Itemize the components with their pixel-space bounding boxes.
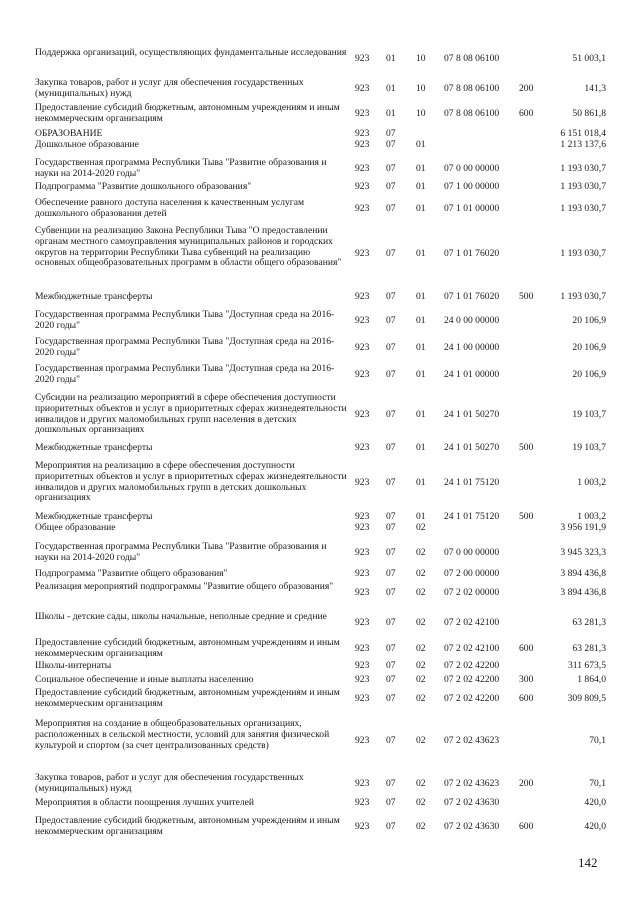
row-description: Субвенции на реализацию Закона Республики Тыва "О предоставлении органам местного самоуправления муниципальных районов и городских округов на территории Республики Тыва субвенций на реализацию основных общеобразовательных программ в области общего образования" xyxy=(35,225,342,269)
cell-cs: 24 1 01 75120 xyxy=(444,477,500,488)
cell-rz: 07 xyxy=(386,511,396,522)
cell-adm: 923 xyxy=(355,409,370,420)
row-description: ОБРАЗОВАНИЕ xyxy=(35,128,103,139)
row-description: Общее образование xyxy=(35,522,116,533)
row-description: Мероприятия в области поощрения лучших учителей xyxy=(35,797,255,808)
cell-sum: 311 673,5 xyxy=(567,660,606,671)
row-description: Предоставление субсидий бюджетным, автономным учреждениям и иным некоммерческим организациям xyxy=(35,687,340,709)
cell-sum: 420,0 xyxy=(584,821,606,832)
cell-adm: 923 xyxy=(355,477,370,488)
row-description: Поддержка организаций, осуществляющих фундаментальные исследования xyxy=(35,47,347,58)
cell-pr: 01 xyxy=(416,477,426,488)
cell-pr: 01 xyxy=(416,139,426,150)
row-description: Государственная программа Республики Тыва "Развитие образования и науки на 2014-2020 годы" xyxy=(35,157,327,179)
cell-sum: 420,0 xyxy=(584,797,606,808)
cell-cs: 07 2 02 42100 xyxy=(444,643,500,654)
cell-vr: 500 xyxy=(519,442,534,453)
cell-rz: 07 xyxy=(386,821,396,832)
cell-rz: 07 xyxy=(386,342,396,353)
cell-cs: 07 2 00 00000 xyxy=(444,568,500,579)
cell-sum: 20 106,9 xyxy=(572,315,606,326)
cell-rz: 07 xyxy=(386,643,396,654)
cell-vr: 200 xyxy=(519,83,534,94)
row-description: Мероприятия на реализацию в сфере обеспечения доступности приоритетных объектов и услуг в приоритетных сферах жизнедеятельности инвалидов и других маломобильных групп в детских дошкольных организациях xyxy=(35,460,347,504)
cell-pr: 01 xyxy=(416,442,426,453)
cell-rz: 07 xyxy=(386,587,396,598)
cell-adm: 923 xyxy=(355,203,370,214)
cell-pr: 01 xyxy=(416,409,426,420)
row-description: Предоставление субсидий бюджетным, автономным учреждениям и иным некоммерческим организациям xyxy=(35,102,340,124)
cell-sum: 1 003,2 xyxy=(577,477,606,488)
cell-cs: 24 0 00 00000 xyxy=(444,315,500,326)
cell-sum: 1 213 137,6 xyxy=(560,139,606,150)
cell-pr: 02 xyxy=(416,643,426,654)
cell-sum: 70,1 xyxy=(589,778,606,789)
cell-adm: 923 xyxy=(355,522,370,533)
cell-sum: 1 003,2 xyxy=(577,511,606,522)
cell-rz: 07 xyxy=(386,617,396,628)
cell-rz: 07 xyxy=(386,181,396,192)
cell-vr: 600 xyxy=(519,643,534,654)
cell-sum: 19 103,7 xyxy=(572,442,606,453)
cell-pr: 01 xyxy=(416,248,426,259)
cell-sum: 1 193 030,7 xyxy=(560,291,606,302)
cell-sum: 309 809,5 xyxy=(567,693,606,704)
row-description: Закупка товаров, работ и услуг для обеспечения государственных (муниципальных) нужд xyxy=(35,77,304,99)
cell-adm: 923 xyxy=(355,693,370,704)
cell-rz: 07 xyxy=(386,568,396,579)
cell-cs: 24 1 00 00000 xyxy=(444,342,500,353)
cell-sum: 1 193 030,7 xyxy=(560,203,606,214)
cell-adm: 923 xyxy=(355,248,370,259)
cell-pr: 01 xyxy=(416,203,426,214)
cell-rz: 07 xyxy=(386,797,396,808)
cell-adm: 923 xyxy=(355,587,370,598)
row-description: Предоставление субсидий бюджетным, автономным учреждениям и иным некоммерческим организациям xyxy=(35,637,340,659)
cell-pr: 02 xyxy=(416,693,426,704)
cell-rz: 07 xyxy=(386,477,396,488)
cell-rz: 07 xyxy=(386,248,396,259)
row-description: Межбюджетные трансферты xyxy=(35,291,153,302)
cell-adm: 923 xyxy=(355,674,370,685)
cell-sum: 51 003,1 xyxy=(572,53,606,64)
cell-sum: 70,1 xyxy=(589,735,606,746)
cell-sum: 3 894 436,8 xyxy=(560,568,606,579)
cell-cs: 07 2 02 43623 xyxy=(444,778,500,789)
cell-rz: 07 xyxy=(386,409,396,420)
row-description: Обеспечение равного доступа населения к качественным услугам дошкольного образования детей xyxy=(35,197,305,219)
cell-adm: 923 xyxy=(355,128,370,139)
cell-pr: 01 xyxy=(416,315,426,326)
cell-sum: 141,3 xyxy=(584,83,606,94)
cell-sum: 3 894 436,8 xyxy=(560,587,606,598)
cell-pr: 01 xyxy=(416,369,426,380)
cell-adm: 923 xyxy=(355,163,370,174)
cell-sum: 1 864,0 xyxy=(577,674,606,685)
cell-adm: 923 xyxy=(355,108,370,119)
cell-sum: 1 193 030,7 xyxy=(560,181,606,192)
cell-pr: 01 xyxy=(416,163,426,174)
cell-adm: 923 xyxy=(355,315,370,326)
cell-cs: 07 2 02 42200 xyxy=(444,660,500,671)
cell-pr: 01 xyxy=(416,511,426,522)
cell-sum: 1 193 030,7 xyxy=(560,163,606,174)
row-description: Социальное обеспечение и иные выплаты населению xyxy=(35,674,254,685)
cell-cs: 07 2 02 00000 xyxy=(444,587,500,598)
cell-sum: 1 193 030,7 xyxy=(560,248,606,259)
cell-adm: 923 xyxy=(355,181,370,192)
cell-adm: 923 xyxy=(355,53,370,64)
cell-cs: 07 1 01 76020 xyxy=(444,291,500,302)
cell-rz: 07 xyxy=(386,522,396,533)
row-description: Межбюджетные трансферты xyxy=(35,442,153,453)
row-description: Предоставление субсидий бюджетным, автономным учреждениям и иным некоммерческим организациям xyxy=(35,815,340,837)
row-description: Субсидии на реализацию мероприятий в сфере обеспечения доступности приоритетных объектов и услуг в приоритетных сферах жизнедеятельности инвалидов и других маломобильных групп населения в детских дошкольных организациях xyxy=(35,392,347,436)
row-description: Подпрограмма "Развитие общего образования" xyxy=(35,568,228,579)
cell-adm: 923 xyxy=(355,547,370,558)
cell-rz: 07 xyxy=(386,163,396,174)
cell-rz: 07 xyxy=(386,660,396,671)
cell-rz: 07 xyxy=(386,735,396,746)
cell-pr: 02 xyxy=(416,547,426,558)
cell-vr: 300 xyxy=(519,674,534,685)
cell-adm: 923 xyxy=(355,617,370,628)
page-number: 142 xyxy=(578,855,598,870)
cell-vr: 600 xyxy=(519,693,534,704)
row-description: Государственная программа Республики Тыва "Доступная среда на 2016-2020 годы" xyxy=(35,309,335,331)
row-description: Межбюджетные трансферты xyxy=(35,511,153,522)
cell-cs: 24 1 01 75120 xyxy=(444,511,500,522)
cell-adm: 923 xyxy=(355,291,370,302)
cell-rz: 01 xyxy=(386,108,396,119)
cell-adm: 923 xyxy=(355,643,370,654)
cell-rz: 07 xyxy=(386,442,396,453)
cell-adm: 923 xyxy=(355,797,370,808)
cell-cs: 07 1 01 00000 xyxy=(444,203,500,214)
row-description: Государственная программа Республики Тыва "Доступная среда на 2016-2020 годы" xyxy=(35,336,335,358)
row-description: Государственная программа Республики Тыва "Доступная среда на 2016-2020 годы" xyxy=(35,363,335,385)
cell-cs: 07 0 00 00000 xyxy=(444,547,500,558)
cell-sum: 20 106,9 xyxy=(572,342,606,353)
cell-adm: 923 xyxy=(355,568,370,579)
cell-sum: 3 945 323,3 xyxy=(560,547,606,558)
cell-pr: 02 xyxy=(416,660,426,671)
cell-cs: 07 2 02 42200 xyxy=(444,674,500,685)
row-description: Реализация мероприятий подпрограммы "Развитие общего образования" xyxy=(35,581,334,592)
cell-adm: 923 xyxy=(355,511,370,522)
cell-pr: 02 xyxy=(416,522,426,533)
row-description: Дошкольное образование xyxy=(35,139,139,150)
cell-cs: 07 2 02 42200 xyxy=(444,693,500,704)
cell-rz: 07 xyxy=(386,315,396,326)
cell-adm: 923 xyxy=(355,139,370,150)
row-description: Закупка товаров, работ и услуг для обеспечения государственных (муниципальных) нужд xyxy=(35,772,304,794)
cell-cs: 24 1 01 50270 xyxy=(444,409,500,420)
row-description: Школы - детские сады, школы начальные, неполные средние и средние xyxy=(35,611,327,622)
cell-adm: 923 xyxy=(355,735,370,746)
cell-cs: 07 8 08 06100 xyxy=(444,83,500,94)
cell-rz: 07 xyxy=(386,139,396,150)
cell-pr: 02 xyxy=(416,735,426,746)
cell-cs: 07 2 02 43630 xyxy=(444,797,500,808)
cell-adm: 923 xyxy=(355,821,370,832)
cell-sum: 63 281,3 xyxy=(572,617,606,628)
cell-rz: 01 xyxy=(386,53,396,64)
cell-pr: 02 xyxy=(416,778,426,789)
cell-rz: 07 xyxy=(386,693,396,704)
cell-sum: 3 956 191,9 xyxy=(560,522,606,533)
cell-rz: 01 xyxy=(386,83,396,94)
cell-sum: 50 861,8 xyxy=(572,108,606,119)
row-description: Мероприятия на создание в общеобразовательных организациях, расположенных в сельской местности, условий для занятия физической культурой и спортом (за счет централизованных средств) xyxy=(35,718,330,751)
cell-adm: 923 xyxy=(355,369,370,380)
cell-rz: 07 xyxy=(386,369,396,380)
cell-pr: 01 xyxy=(416,181,426,192)
cell-rz: 07 xyxy=(386,291,396,302)
cell-pr: 02 xyxy=(416,797,426,808)
cell-rz: 07 xyxy=(386,547,396,558)
cell-pr: 10 xyxy=(416,53,426,64)
cell-cs: 07 2 02 43623 xyxy=(444,735,500,746)
cell-pr: 10 xyxy=(416,108,426,119)
cell-pr: 01 xyxy=(416,342,426,353)
cell-sum: 20 106,9 xyxy=(572,369,606,380)
row-description: Подпрограмма "Развитие дошкольного образования" xyxy=(35,181,252,192)
cell-cs: 24 1 01 50270 xyxy=(444,442,500,453)
cell-sum: 19 103,7 xyxy=(572,409,606,420)
cell-rz: 07 xyxy=(386,128,396,139)
cell-cs: 07 0 00 00000 xyxy=(444,163,500,174)
cell-adm: 923 xyxy=(355,442,370,453)
cell-adm: 923 xyxy=(355,660,370,671)
cell-cs: 07 8 08 06100 xyxy=(444,108,500,119)
cell-vr: 500 xyxy=(519,291,534,302)
cell-cs: 07 1 00 00000 xyxy=(444,181,500,192)
cell-vr: 600 xyxy=(519,821,534,832)
row-description: Государственная программа Республики Тыва "Развитие образования и науки на 2014-2020 годы" xyxy=(35,541,327,563)
cell-rz: 07 xyxy=(386,674,396,685)
cell-adm: 923 xyxy=(355,342,370,353)
cell-pr: 02 xyxy=(416,587,426,598)
cell-cs: 24 1 01 00000 xyxy=(444,369,500,380)
cell-vr: 600 xyxy=(519,108,534,119)
cell-sum: 6 151 018,4 xyxy=(560,128,606,139)
cell-sum: 63 281,3 xyxy=(572,643,606,654)
cell-adm: 923 xyxy=(355,778,370,789)
row-description: Школы-интернаты xyxy=(35,660,112,671)
cell-cs: 07 2 02 42100 xyxy=(444,617,500,628)
cell-cs: 07 8 08 06100 xyxy=(444,53,500,64)
cell-adm: 923 xyxy=(355,83,370,94)
cell-pr: 02 xyxy=(416,568,426,579)
cell-vr: 200 xyxy=(519,778,534,789)
cell-pr: 10 xyxy=(416,83,426,94)
cell-pr: 02 xyxy=(416,617,426,628)
cell-cs: 07 1 01 76020 xyxy=(444,248,500,259)
cell-pr: 02 xyxy=(416,821,426,832)
cell-cs: 07 2 02 43630 xyxy=(444,821,500,832)
cell-vr: 500 xyxy=(519,511,534,522)
cell-rz: 07 xyxy=(386,203,396,214)
cell-pr: 02 xyxy=(416,674,426,685)
cell-rz: 07 xyxy=(386,778,396,789)
cell-pr: 01 xyxy=(416,291,426,302)
